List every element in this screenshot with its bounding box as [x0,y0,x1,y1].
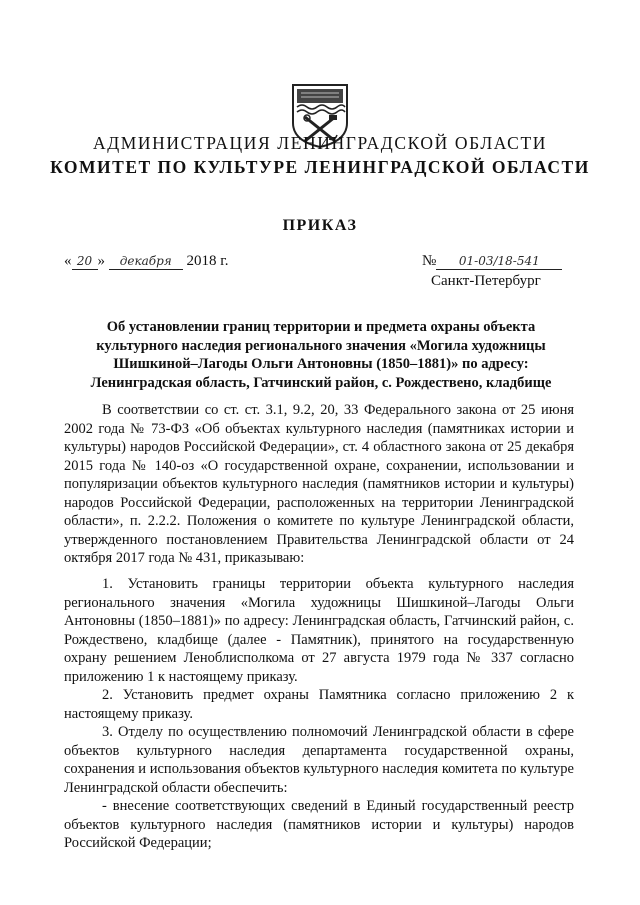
date-year: 2018 г. [186,253,229,269]
paragraph-item-3-bullet: - внесение соответствующих сведений в Единый государственный реестр объектов культурного наследия (памятников истории и культуры) народов Российской Федерации; [64,798,574,851]
organization-line-1: АДМИНИСТРАЦИЯ ЛЕНИНГРАДСКОЙ ОБЛАСТИ [93,133,547,153]
paragraph-item-1: 1. Установить границы территории объекта культурного наследия регионального значения «Могила художницы Шишкиной–Лагоды Ольги Антоновны (1850–1881)» по адресу: Ленинградская область, Гатчинский район, с. Рождествено, кладбище (далее - Памятник), принятого на государственную охрану решением Леноблисполкома от 27 августа 1979 года № 337 согласно приложению 1 к настоящему приказу. [64,576,574,685]
number-value: 01-03/18-541 [436,254,562,270]
paragraph-item-2: 2. Установить предмет охраны Памятника согласно приложению 2 к настоящему приказу. [64,687,574,722]
document-type-title: ПРИКАЗ [282,217,358,234]
date-day: 20 [72,254,98,270]
date-month: декабря [109,254,183,270]
document-date [64,253,228,270]
document-subject: Об установлении границ территории и предмета охраны объекта культурного наследия регионального значения «Могила художницы Шишкиной–Лагоды Ольги Антоновны (1850–1881)» по адресу: Ленинградская область, Гатчинский район, с. Рождествено, кладбище [90,319,552,391]
date-close-quote: » [97,253,105,269]
paragraph-preamble: В соответствии со ст. ст. 3.1, 9.2, 20, 33 Федерального закона от 25 июня 2002 года № 73-ФЗ «Об объектах культурного наследия (памятниках истории и культуры) народов Российской Федерации», ст. 4 областного закона от 25 декабря 2015 года № 140-оз «О государственной охране, сохранении, использовании и популяризации объектов культурного наследия (памятников истории и культуры) народов Российской Федерации, расположенных на территории Ленинградской области», п. 2.2.2. Положения о комитете по культуре Ленинградской области, утвержденного постановлением Правительства Ленинградской области от 24 октября 2017 года № 431, приказываю: [64,402,574,566]
organization-line-2: КОМИТЕТ ПО КУЛЬТУРЕ ЛЕНИНГРАДСКОЙ ОБЛАСТИ [50,157,590,177]
document-city: Санкт-Петербург [431,273,541,289]
order-items [64,575,574,853]
number-sign: № [422,253,437,269]
preamble-paragraph [64,401,574,568]
date-open-quote: « [64,253,72,269]
document-number [422,253,562,270]
paragraph-item-3: 3. Отделу по осуществлению полномочий Ленинградской области в сфере объектов культурного наследия департамента государственной охраны, сохранения и использования объектов культурного наследия комитета по культуре Ленинградской области обеспечить: [64,724,574,796]
